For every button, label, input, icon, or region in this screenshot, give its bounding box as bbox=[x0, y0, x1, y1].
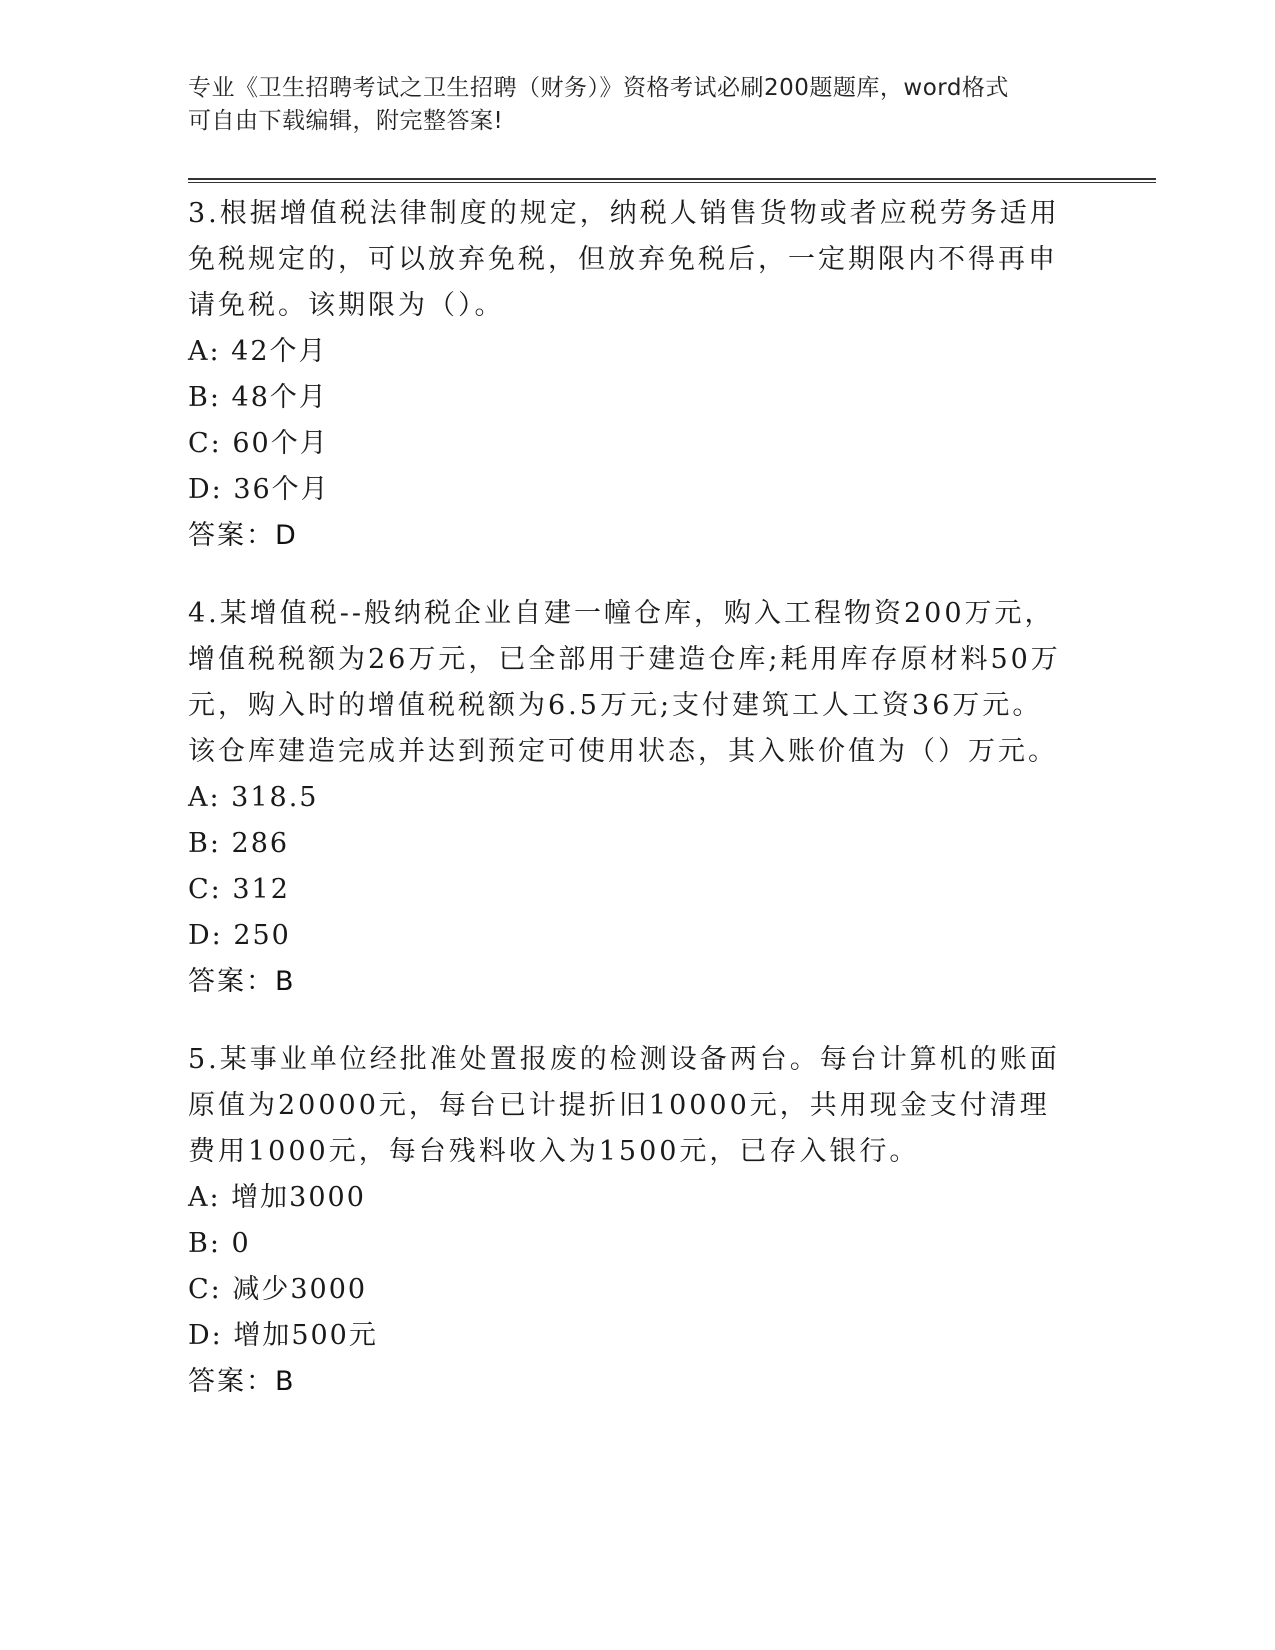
option-a: A: 增加3000 bbox=[188, 1182, 366, 1213]
question-4 bbox=[188, 591, 1068, 1005]
answer-label: 答案：B bbox=[188, 966, 296, 997]
option-a: A: 42个月 bbox=[188, 336, 328, 367]
option-b: B: 48个月 bbox=[188, 382, 328, 413]
option-c: C: 减少3000 bbox=[188, 1274, 368, 1305]
answer-label: 答案：D bbox=[188, 520, 298, 551]
document-header bbox=[188, 72, 1068, 138]
option-b: B: 286 bbox=[188, 828, 290, 859]
question-stem: 4.某增值税--般纳税企业自建一幢仓库，购入工程物资200万元，增值税税额为26万元，已全部用于建造仓库;耗用库存原材料50万元，购入时的增值税税额为6.5万元;支付建筑工人工资36万元。该仓库建造完成并达到预定可使用状态，其入账价值为（）万元。 bbox=[188, 598, 1061, 767]
option-c: C: 60个月 bbox=[188, 428, 329, 459]
answer-label: 答案：B bbox=[188, 1366, 296, 1397]
option-d: D: 36个月 bbox=[188, 474, 330, 505]
header-divider-thick bbox=[188, 178, 1156, 180]
option-c: C: 312 bbox=[188, 874, 290, 905]
option-a: A: 318.5 bbox=[188, 782, 319, 813]
question-5 bbox=[188, 1037, 1068, 1405]
question-stem: 5.某事业单位经批准处置报废的检测设备两台。每台计算机的账面原值为20000元，每台已计提折旧10000元，共用现金支付清理费用1000元，每台残料收入为1500元，已存入银行。 bbox=[188, 1044, 1060, 1167]
header-line-1: 专业《卫生招聘考试之卫生招聘（财务）》资格考试必刷200题题库，word格式 bbox=[188, 75, 1009, 101]
question-3 bbox=[188, 191, 1068, 559]
option-d: D: 250 bbox=[188, 920, 291, 951]
question-list bbox=[188, 191, 1068, 1437]
option-b: B: 0 bbox=[188, 1228, 251, 1259]
header-line-2: 可自由下载编辑，附完整答案! bbox=[188, 108, 504, 134]
header-divider bbox=[188, 178, 1156, 184]
header-divider-thin bbox=[188, 182, 1156, 183]
option-d: D: 增加500元 bbox=[188, 1320, 378, 1351]
question-stem: 3.根据增值税法律制度的规定，纳税人销售货物或者应税劳务适用免税规定的，可以放弃免税，但放弃免税后，一定期限内不得再申请免税。该期限为（）。 bbox=[188, 198, 1060, 321]
